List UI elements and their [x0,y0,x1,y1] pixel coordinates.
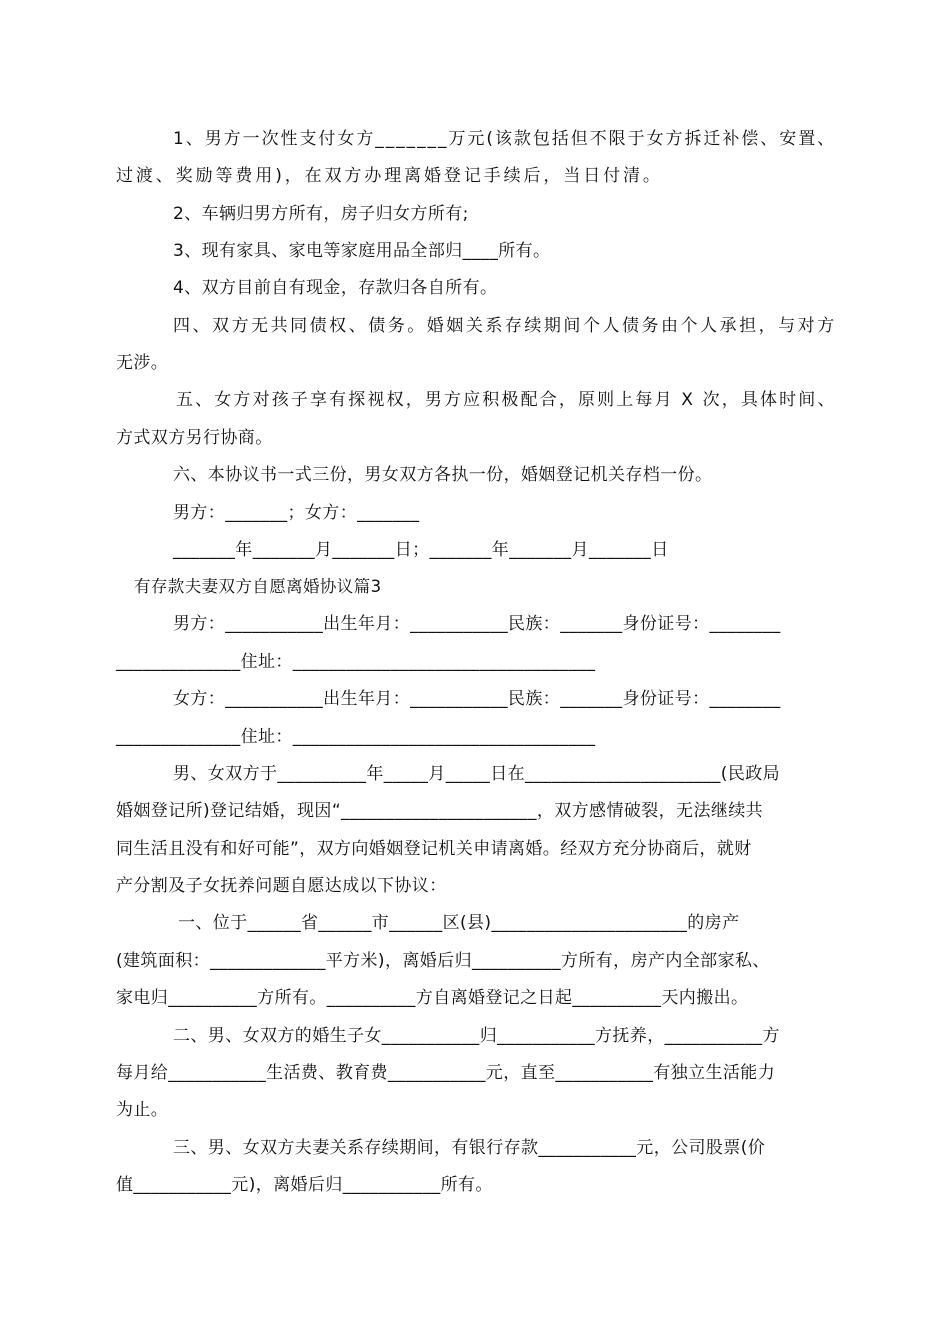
section-4-line-1: 四、双方无共同债权、债务。婚姻关系存续期间个人债务由个人承担，与对方 [173,316,837,336]
wife-info-line-1: 女方：___________出生年月：___________民族：_______身份证号：________ [173,689,781,709]
clause-1-line-1: 1、男方一次性支付女方_______万元(该款包括但不限于女方拆迁补偿、安置、 [173,129,837,149]
clause-4-line: 4、双方目前自有现金，存款归各自所有。 [173,278,498,298]
clause-1-line-2: 过渡、奖励等费用)，在双方办理离婚登记手续后，当日付清。 [116,166,663,186]
clause-3-line: 3、现有家具、家电等家庭用品全部归____所有。 [173,241,551,261]
property-line-3: 家电归__________方所有。__________方自离婚登记之日起__________天内搬出。 [116,988,749,1008]
husband-info-line-1: 男方：___________出生年月：___________民族：_______身份证号：________ [173,614,781,634]
property-line-1: 一、位于______省______市______区(县)______________________的房产 [178,913,740,933]
clause-2-line: 2、车辆归男方所有，房子归女方所有; [173,204,469,224]
husband-info-line-2: ______________住址：__________________________________ [116,652,596,672]
property-line-2: (建筑面积：_____________平方米)，离婚后归__________方所有，房产内全部家私、 [116,951,770,971]
wife-info-line-2: ______________住址：__________________________________ [116,727,596,747]
intro-line-3: 同生活且没有和好可能”，双方向婚姻登记机关申请离婚。经双方充分协商后，就财 [116,839,752,859]
section-5-line-1: 五、女方对孩子享有探视权，男方应积极配合，原则上每月 X 次，具体时间、 [176,390,837,410]
section-5-line-2: 方式双方另行协商。 [116,428,273,448]
signature-line: 男方：_______；女方：_______ [173,503,420,523]
assets-line-2: 值___________元)，离婚后归___________所有。 [116,1175,493,1195]
intro-line-1: 男、女双方于__________年_____月_____日在______________________(民政局 [173,764,781,784]
custody-line-1: 二、男、女双方的婚生子女___________归___________方抚养，___________方 [173,1026,780,1046]
intro-line-4: 产分割及子女抚养问题自愿达成以下协议： [116,876,447,896]
custody-line-3: 为止。 [116,1100,169,1120]
intro-line-2: 婚姻登记所)登记结婚，现因“______________________，双方感情破裂，无法继续共 [116,801,764,821]
section-title: 有存款夫妻双方自愿离婚协议篇3 [134,577,382,596]
assets-line-1: 三、男、女双方夫妻关系存续期间，有银行存款___________元，公司股票(价 [173,1138,766,1158]
date-line: _______年_______月_______日；_______年_______月_______日 [173,540,669,560]
section-6-line: 六、本协议书一式三份，男女双方各执一份，婚姻登记机关存档一份。 [173,465,713,485]
custody-line-2: 每月给___________生活费、教育费___________元，直至___________有独立生活能力 [116,1063,776,1083]
section-4-line-2: 无涉。 [116,353,169,373]
